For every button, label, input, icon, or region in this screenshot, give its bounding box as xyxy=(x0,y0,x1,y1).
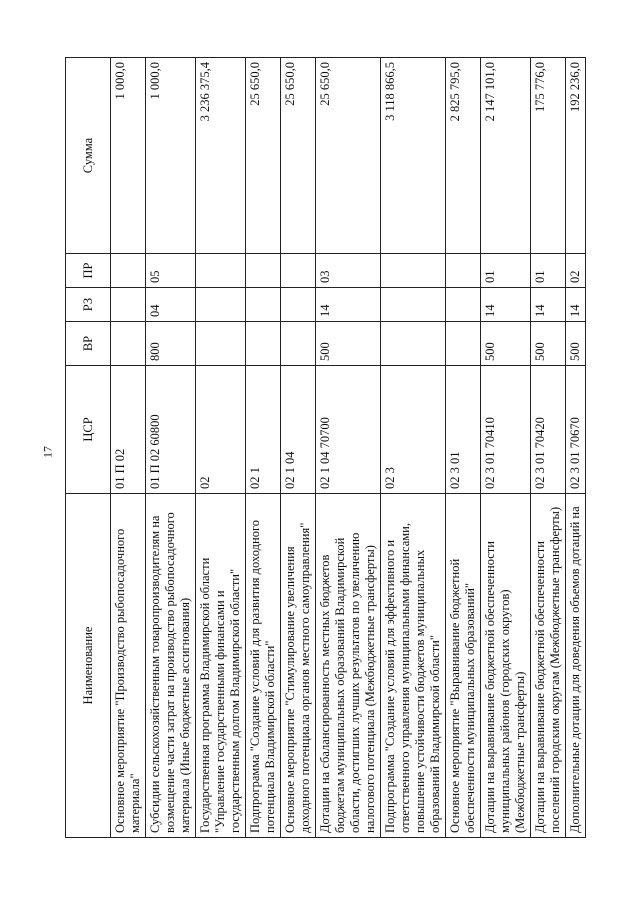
table-row xyxy=(246,58,281,838)
cell-csr: 01 П 02 xyxy=(111,366,146,494)
table-row xyxy=(531,58,566,838)
table-row xyxy=(111,58,146,838)
table-row xyxy=(481,58,531,838)
cell-csr: 02 3 01 70420 xyxy=(531,366,566,494)
cell-pr: 03 xyxy=(316,254,381,288)
cell-rz: 14 xyxy=(481,288,531,322)
cell-vr: 500 xyxy=(566,322,586,366)
cell-vr: 800 xyxy=(146,322,196,366)
cell-csr: 02 1 xyxy=(246,366,281,494)
rotated-page xyxy=(65,58,582,838)
cell-sum: 2 825 795,0 xyxy=(446,58,481,254)
cell-sum: 2 147 101,0 xyxy=(481,58,531,254)
cell-csr: 02 3 xyxy=(381,366,446,494)
cell-name: Дотации на выравнивание бюджетной обеспеченности муниципальных районов (городских округов) (Межбюджетные трансферты) xyxy=(481,494,531,838)
cell-name: Дотации на сбалансированность местных бюджетов бюджетам муниципальных образований Владимирской области, достигших лучших результатов по увеличению налогового потенциала (Межбюджетные трансферты) xyxy=(316,494,381,838)
page-number: 17 xyxy=(40,446,55,458)
table-row xyxy=(446,58,481,838)
cell-name: Подпрограмма "Создание условий для развития доходного потенциала Владимирской области" xyxy=(246,494,281,838)
cell-name: Основное мероприятие "Стимулирование увеличения доходного потенциала органов местного самоуправления" xyxy=(281,494,316,838)
cell-vr xyxy=(196,322,246,366)
cell-pr xyxy=(196,254,246,288)
cell-sum: 25 650,0 xyxy=(246,58,281,254)
cell-name: Подпрограмма "Создание условий для эффективного и ответственного управления муниципальными финансами, повышение устойчивости бюджетов муниципальных образований Владимирской области" xyxy=(381,494,446,838)
cell-name: Основное мероприятие "Выравнивание бюджетной обеспеченности муниципальных образований" xyxy=(446,494,481,838)
cell-csr: 02 1 04 xyxy=(281,366,316,494)
cell-vr: 500 xyxy=(531,322,566,366)
table-row xyxy=(316,58,381,838)
header-pr: ПР xyxy=(66,254,111,288)
cell-pr xyxy=(446,254,481,288)
cell-pr xyxy=(246,254,281,288)
cell-name: Дотации на выравнивание бюджетной обеспеченности поселений городским округам (Межбюджетные трансферты) xyxy=(531,494,566,838)
cell-sum: 192 236,0 xyxy=(566,58,586,254)
cell-name: Основное мероприятие "Производство рыбопосадочного материала" xyxy=(111,494,146,838)
cell-sum: 175 776,0 xyxy=(531,58,566,254)
cell-rz: 04 xyxy=(146,288,196,322)
cell-vr xyxy=(281,322,316,366)
cell-csr: 02 xyxy=(196,366,246,494)
cell-rz xyxy=(246,288,281,322)
cell-vr: 500 xyxy=(481,322,531,366)
cell-csr: 01 П 02 60800 xyxy=(146,366,196,494)
cell-vr xyxy=(381,322,446,366)
header-name: Наименование xyxy=(66,494,111,838)
cell-pr: 05 xyxy=(146,254,196,288)
cell-rz xyxy=(196,288,246,322)
cell-pr: 01 xyxy=(481,254,531,288)
header-rz: РЗ xyxy=(66,288,111,322)
cell-vr xyxy=(446,322,481,366)
header-vr: ВР xyxy=(66,322,111,366)
table-row xyxy=(381,58,446,838)
cell-pr xyxy=(111,254,146,288)
cell-pr: 02 xyxy=(566,254,586,288)
cell-sum: 1 000,0 xyxy=(111,58,146,254)
table-row xyxy=(146,58,196,838)
header-sum: Сумма xyxy=(66,58,111,254)
cell-rz: 14 xyxy=(316,288,381,322)
table-row xyxy=(196,58,246,838)
cell-rz xyxy=(281,288,316,322)
cell-sum: 1 000,0 xyxy=(146,58,196,254)
cell-rz xyxy=(111,288,146,322)
header-row xyxy=(66,58,111,838)
cell-csr: 02 1 04 70700 xyxy=(316,366,381,494)
cell-name: Дополнительные дотации для доведения объемов дотаций на xyxy=(566,494,586,838)
cell-rz: 14 xyxy=(566,288,586,322)
cell-sum: 3 118 866,5 xyxy=(381,58,446,254)
header-csr: ЦСР xyxy=(66,366,111,494)
cell-rz xyxy=(381,288,446,322)
table-row xyxy=(566,58,586,838)
cell-sum: 25 650,0 xyxy=(316,58,381,254)
cell-csr: 02 3 01 xyxy=(446,366,481,494)
table-row xyxy=(281,58,316,838)
cell-csr: 02 3 01 70410 xyxy=(481,366,531,494)
cell-pr: 01 xyxy=(531,254,566,288)
cell-sum: 3 236 375,4 xyxy=(196,58,246,254)
cell-vr xyxy=(111,322,146,366)
cell-sum: 25 650,0 xyxy=(281,58,316,254)
cell-name: Государственная программа Владимирской области "Управление государственными финансами и государственным долгом Владимирской области" xyxy=(196,494,246,838)
cell-pr xyxy=(281,254,316,288)
cell-vr: 500 xyxy=(316,322,381,366)
cell-name: Субсидии сельскохозяйственным товаропроизводителям на возмещение части затрат на производство рыбопосадочного материала (Иные бюджетные ассигнования) xyxy=(146,494,196,838)
cell-pr xyxy=(381,254,446,288)
budget-table xyxy=(65,57,586,838)
cell-rz: 14 xyxy=(531,288,566,322)
cell-rz xyxy=(446,288,481,322)
cell-csr: 02 3 01 70670 xyxy=(566,366,586,494)
cell-vr xyxy=(246,322,281,366)
